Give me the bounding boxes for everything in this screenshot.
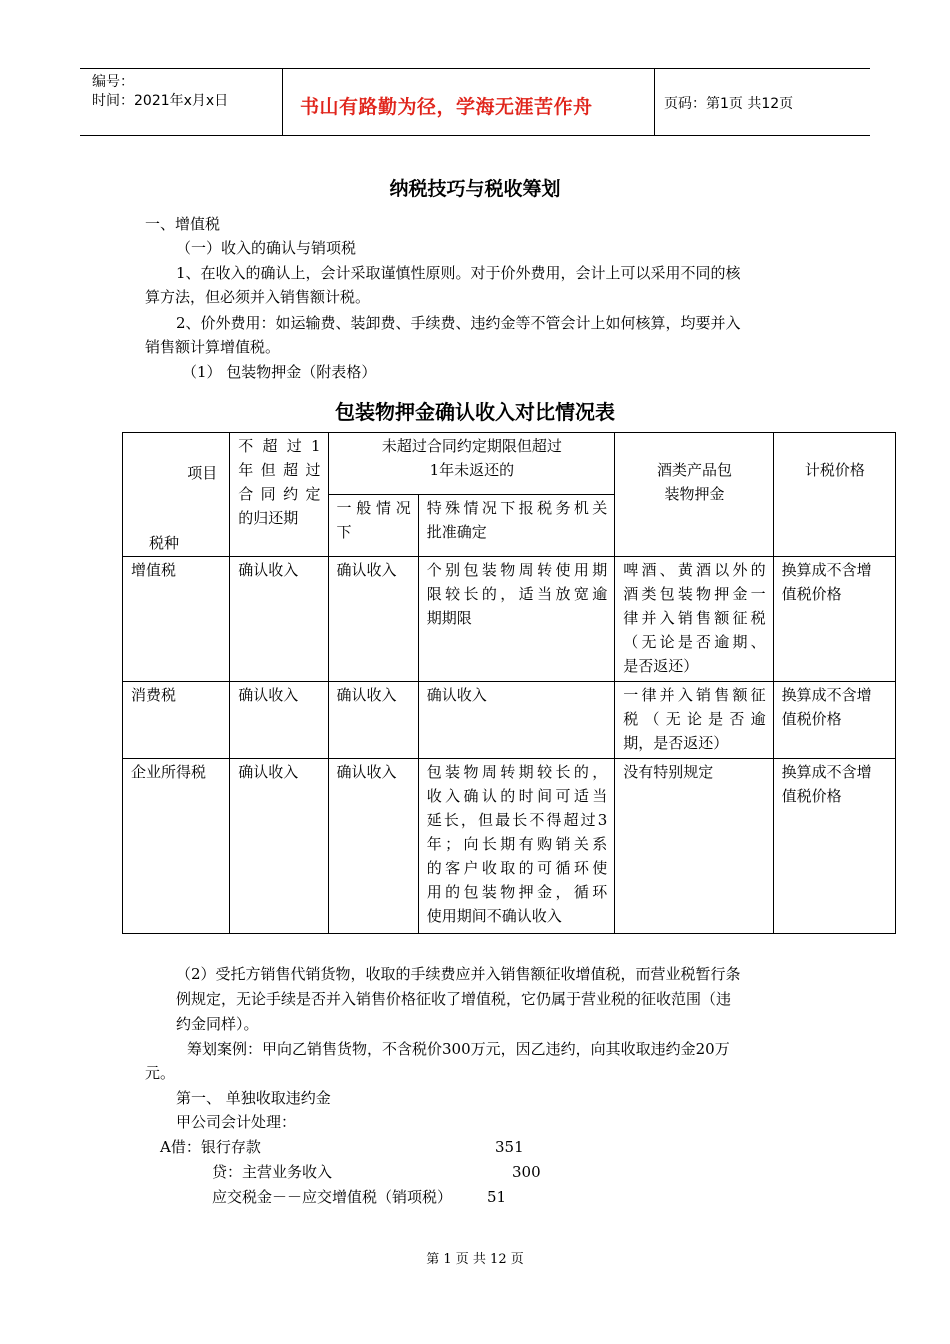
cell-line: 期，是否返还） — [623, 734, 729, 752]
cell-line: 值税价格 — [781, 710, 842, 728]
cell-line: 期期限 — [426, 609, 472, 627]
cell-line: 值税价格 — [781, 787, 842, 805]
cell-liquor-deposit — [615, 682, 773, 759]
cell-within-one-year: 确认收入 — [230, 682, 328, 759]
header-motto: 书山有路勤为径，学海无涯苦作舟 — [300, 96, 593, 118]
cell-line: 换算成不含增 — [781, 561, 872, 579]
entry-credit-label: 贷：主营业务收入 — [212, 1163, 333, 1181]
header-within-one-year-line: 合同约定 — [238, 485, 321, 503]
cell-line: 个别包装物周转使用期 — [426, 561, 608, 579]
option-one-heading: 第一、 单独收取违约金 — [176, 1089, 331, 1107]
cell-tax-type: 消费税 — [123, 682, 230, 759]
entry-credit-amount: 300 — [512, 1163, 541, 1181]
header-within-one-year-line: 的归还期 — [238, 509, 299, 527]
subsection-heading: （一）收入的确认与销项税 — [176, 239, 357, 257]
header-divider-left — [282, 68, 283, 135]
entry-debit-amount: 351 — [495, 1138, 524, 1156]
cell-line: 啤酒、黄酒以外的 — [623, 561, 766, 579]
cell-line: 换算成不含增 — [781, 686, 872, 704]
cell-line: 收入确认的时间可适当 — [426, 787, 608, 805]
document-title: 纳税技巧与税收筹划 — [389, 178, 561, 200]
cell-line: 的客户收取的可循环使 — [426, 859, 608, 877]
accounting-heading: 甲公司会计处理： — [176, 1113, 297, 1131]
cell-line: 酒类包装物押金一 — [623, 585, 766, 603]
paragraph-2-line-1: 2、价外费用：如运输费、装卸费、手续费、违约金等不管会计上如何核算，均要并入 — [176, 314, 741, 332]
item-2-line-1: （2）受托方销售代销货物，收取的手续费应并入销售额征收增值税，而营业税暂行条 — [176, 965, 741, 983]
header-over-one-year-line: 未超过合同约定期限但超过 — [381, 437, 562, 455]
header-liquor-deposit-line: 酒类产品包 — [656, 461, 732, 479]
cell-line: 没有特别规定 — [623, 763, 714, 781]
header-divider-right — [654, 68, 655, 135]
cell-line: 是否返还） — [623, 657, 699, 675]
cell-line: 一律并入销售额征 — [623, 686, 766, 704]
table-row — [123, 759, 896, 934]
case-study-line-1: 筹划案例：甲向乙销售货物，不含税价300万元，因乙违约，向其收取违约金20万 — [187, 1040, 730, 1058]
entry-tax-amount: 51 — [487, 1188, 507, 1206]
cell-special-case — [418, 682, 615, 759]
cell-general-case: 确认收入 — [328, 557, 418, 682]
cell-line: 值税价格 — [781, 585, 842, 603]
table-header-row-1 — [123, 433, 896, 495]
page-footer: 第 1 页 共 12 页 — [426, 1252, 524, 1267]
corner-label-tax-type: 税种 — [149, 534, 180, 552]
cell-tax-type: 企业所得税 — [123, 759, 230, 934]
header-tax-price-label: 计税价格 — [804, 461, 865, 479]
header-special-case-line: 特殊情况下报税务机关 — [426, 499, 608, 517]
cell-line: 用的包装物押金，循环 — [426, 883, 608, 901]
cell-general-case: 确认收入 — [328, 759, 418, 934]
paragraph-2-line-2: 销售额计算增值税。 — [145, 338, 281, 356]
cell-within-one-year: 确认收入 — [230, 557, 328, 682]
table-corner-cell — [123, 433, 230, 557]
header-number-label: 编号： — [92, 74, 134, 90]
case-study-line-2: 元。 — [145, 1064, 176, 1082]
table-title: 包装物押金确认收入对比情况表 — [335, 400, 615, 424]
cell-tax-price — [773, 557, 895, 682]
cell-line: 包装物周转期较长的， — [426, 763, 608, 781]
list-item-packaging-deposit: （1） 包装物押金（附表格） — [182, 363, 377, 381]
cell-line: 律并入销售额征税 — [623, 609, 766, 627]
cell-line: 换算成不含增 — [781, 763, 872, 781]
cell-line: 延长，但最长不得超过3 — [426, 811, 608, 829]
cell-line: （无论是否逾期、 — [623, 633, 766, 651]
header-within-one-year — [230, 433, 328, 557]
cell-within-one-year: 确认收入 — [230, 759, 328, 934]
cell-line: 税（无论是否逾 — [623, 710, 766, 728]
cell-line: 限较长的，适当放宽逾 — [426, 585, 608, 603]
cell-liquor-deposit — [615, 759, 773, 934]
cell-line: 年；向长期有购销关系 — [426, 835, 608, 853]
paragraph-1-line-2: 算方法，但必须并入销售额计税。 — [145, 288, 371, 306]
cell-general-case: 确认收入 — [328, 682, 418, 759]
paragraph-1-line-1: 1、在收入的确认上，会计采取谨慎性原则。对于价外费用，会计上可以采用不同的核 — [176, 264, 741, 282]
header-within-one-year-line: 年但超过 — [238, 461, 321, 479]
header-liquor-deposit-line: 装物押金 — [664, 485, 725, 503]
table-row — [123, 682, 896, 759]
section-heading-vat: 一、增值税 — [145, 215, 221, 233]
item-2-line-2: 例规定，无论手续是否并入销售价格征收了增值税，它仍属于营业税的征收范围（违 — [176, 990, 732, 1008]
item-2-line-3: 约金同样）。 — [176, 1015, 259, 1033]
header-over-one-year-group — [328, 433, 615, 495]
header-liquor-deposit — [615, 433, 773, 557]
header-special-case-line: 批准确定 — [426, 523, 487, 541]
header-within-one-year-line: 不超过1 — [238, 437, 321, 455]
cell-liquor-deposit — [615, 557, 773, 682]
header-top-rule — [80, 68, 870, 69]
header-general-case — [328, 495, 418, 557]
cell-tax-price — [773, 759, 895, 934]
cell-tax-type: 增值税 — [123, 557, 230, 682]
comparison-table — [122, 432, 896, 934]
header-special-case — [418, 495, 615, 557]
header-tax-price — [773, 433, 895, 557]
cell-line: 使用期间不确认收入 — [426, 907, 562, 925]
entry-tax-label: 应交税金－－应交增值税（销项税） — [212, 1188, 453, 1206]
header-general-case-line: 一般情况 — [336, 499, 411, 517]
cell-line: 确认收入 — [426, 686, 487, 704]
entry-debit-label: A借：银行存款 — [160, 1138, 261, 1156]
corner-label-item: 项目 — [187, 464, 218, 482]
header-bottom-rule — [80, 135, 870, 136]
cell-special-case — [418, 557, 615, 682]
header-time-label: 时间：2021年x月x日 — [92, 93, 229, 109]
header-page-label: 页码：第1页 共12页 — [664, 96, 794, 112]
cell-tax-price — [773, 682, 895, 759]
table-row — [123, 557, 896, 682]
cell-special-case — [418, 759, 615, 934]
header-general-case-line: 下 — [336, 523, 352, 541]
header-over-one-year-line: 1年未返还的 — [429, 461, 515, 479]
